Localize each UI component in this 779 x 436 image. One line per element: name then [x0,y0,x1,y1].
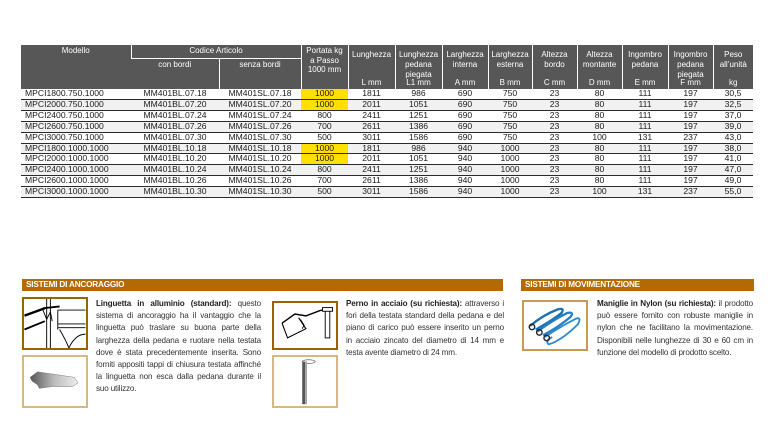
cell-d: 80 [577,176,622,187]
cell-peso: 55,0 [713,187,753,198]
cell-l: 2011 [348,99,395,110]
linguetta-description [96,298,261,396]
specifications-table [21,45,753,198]
cell-modello: MPCI2600.1000.1000 [21,176,131,187]
linguetta-text: questo sistema di ancoraggio ha il vantaggio che la linguetta può traslare su buona parte della larghezza della pedana e ruotare nella testata dove è stata precedentemente inserita. Sono forniti appositi tappi di chiusura testata affinché la linguetta non esca dalla pedana durante il suo utilizzo. [96,299,261,394]
cell-d: 80 [577,99,622,110]
header-peso-label: Peso all’unità [719,50,747,69]
cell-portata: 1000 [301,154,348,165]
cell-f: 197 [668,110,713,121]
cell-c: 23 [532,176,577,187]
header-con-bordi: con bordi [131,59,219,90]
cell-portata: 800 [301,110,348,121]
cell-senza-bordi: MM401SL.10.20 [219,154,301,165]
cell-a: 690 [442,121,488,132]
header-altezza-bordo-label: Altezza bordo [541,50,568,69]
cell-con-bordi: MM401BL.07.18 [131,89,219,99]
cell-con-bordi: MM401BL.10.24 [131,165,219,176]
cell-b: 750 [488,121,532,132]
cell-modello: MPCI2400.1000.1000 [21,165,131,176]
header-peso-unit: kg [729,78,738,88]
cell-e: 111 [622,121,668,132]
cell-con-bordi: MM401BL.07.26 [131,121,219,132]
cell-l: 2411 [348,110,395,121]
cell-senza-bordi: MM401SL.07.24 [219,110,301,121]
cell-e: 111 [622,176,668,187]
cell-peso: 49,0 [713,176,753,187]
cell-l: 2011 [348,154,395,165]
cell-l1: 1386 [395,121,442,132]
cell-c: 23 [532,110,577,121]
cell-f: 197 [668,89,713,99]
cell-con-bordi: MM401BL.07.30 [131,132,219,143]
cell-senza-bordi: MM401SL.07.20 [219,99,301,110]
maniglie-title: Maniglie in Nylon (su richiesta): [597,299,716,308]
cell-e: 131 [622,132,668,143]
cell-f: 197 [668,99,713,110]
header-larghezza-esterna [488,45,532,89]
cell-c: 23 [532,99,577,110]
header-altezza-montante [577,45,622,89]
header-larghezza-esterna-label: Larghezza esterna [491,50,529,69]
cell-peso: 38,0 [713,143,753,154]
perno-title: Perno in acciaio (su richiesta): [346,299,462,308]
header-ingombro [622,45,668,89]
cell-senza-bordi: MM401SL.07.18 [219,89,301,99]
cell-d: 100 [577,187,622,198]
cell-f: 197 [668,165,713,176]
cell-e: 111 [622,99,668,110]
cell-l1: 1251 [395,165,442,176]
header-larghezza-interna-unit: A mm [454,78,476,88]
cell-b: 1000 [488,143,532,154]
header-portata: Portata kg a Passo 1000 mm [301,45,348,89]
cell-c: 23 [532,187,577,198]
cell-senza-bordi: MM401SL.07.26 [219,121,301,132]
cell-a: 940 [442,187,488,198]
header-ingombro-unit: E mm [634,78,656,88]
cell-l1: 986 [395,143,442,154]
cell-portata: 1000 [301,143,348,154]
cell-l: 2611 [348,176,395,187]
header-ingombro-piegata-unit: F mm [680,78,701,88]
linguetta-drawing-icon [24,299,86,348]
steel-pin-icon [274,357,336,406]
cell-c: 23 [532,165,577,176]
cell-f: 197 [668,176,713,187]
cell-l1: 1051 [395,99,442,110]
cell-f: 237 [668,187,713,198]
table-row [21,187,753,198]
cell-e: 131 [622,187,668,198]
linguetta-drawing-image [22,297,88,350]
header-lunghezza [348,45,395,89]
cell-a: 690 [442,99,488,110]
cell-modello: MPCI2600.750.1000 [21,121,131,132]
cell-portata: 800 [301,165,348,176]
header-ingombro-label: Ingombro pedana [628,50,662,69]
cell-peso: 32,5 [713,99,753,110]
cell-con-bordi: MM401BL.10.26 [131,176,219,187]
header-lunghezza-piegata-label: Lunghezza pedana piegata [398,50,439,79]
cell-peso: 37,0 [713,110,753,121]
cell-modello: MPCI3000.1000.1000 [21,187,131,198]
header-codice-articolo: Codice Articolo [131,45,301,59]
cell-con-bordi: MM401BL.10.30 [131,187,219,198]
cell-senza-bordi: MM401SL.10.30 [219,187,301,198]
aluminium-tab-icon [24,357,86,406]
maniglie-description [597,298,753,359]
cell-c: 23 [532,121,577,132]
cell-c: 23 [532,154,577,165]
header-altezza-bordo [532,45,577,89]
cell-a: 940 [442,143,488,154]
linguetta-title: Linguetta in alluminio (standard): [96,299,232,308]
cell-portata: 700 [301,176,348,187]
cell-e: 111 [622,143,668,154]
cell-con-bordi: MM401BL.07.20 [131,99,219,110]
cell-modello: MPCI1800.1000.1000 [21,143,131,154]
header-altezza-montante-unit: D mm [588,78,611,88]
header-ingombro-piegata [668,45,713,89]
cell-peso: 41,0 [713,154,753,165]
steel-pin-drawing-icon [274,303,336,348]
cell-d: 80 [577,89,622,99]
table-row [21,110,753,121]
cell-portata: 500 [301,187,348,198]
maniglie-text: il prodotto può essere fornito con robuste maniglie in nylon che ne facilitano la movimentazione. Disponibili nelle lunghezze di 30 e 60 cm in funzione del modello di prodotto scelto. [597,299,753,357]
header-larghezza-esterna-unit: B mm [499,78,521,88]
cell-e: 111 [622,165,668,176]
table-row [21,121,753,132]
cell-portata: 1000 [301,89,348,99]
perno-drawing-image [272,301,338,350]
header-altezza-montante-label: Altezza montante [582,50,617,69]
cell-e: 111 [622,89,668,99]
header-lunghezza-unit: L mm [361,78,382,88]
cell-e: 111 [622,154,668,165]
cell-senza-bordi: MM401SL.07.30 [219,132,301,143]
cell-l1: 1586 [395,132,442,143]
cell-l1: 1051 [395,154,442,165]
nylon-handles-icon [524,302,586,349]
header-lunghezza-piegata-unit: L1 mm [406,78,431,88]
linguetta-photo-image [22,355,88,408]
table-row [21,99,753,110]
cell-l: 3011 [348,132,395,143]
cell-f: 197 [668,154,713,165]
cell-con-bordi: MM401BL.07.24 [131,110,219,121]
header-ingombro-piegata-label: Ingombro pedana piegata [673,50,708,79]
cell-d: 80 [577,143,622,154]
cell-peso: 47,0 [713,165,753,176]
cell-modello: MPCI2000.1000.1000 [21,154,131,165]
cell-b: 750 [488,132,532,143]
cell-peso: 39,0 [713,121,753,132]
cell-senza-bordi: MM401SL.10.18 [219,143,301,154]
table-row [21,89,753,99]
cell-c: 23 [532,132,577,143]
cell-modello: MPCI2400.750.1000 [21,110,131,121]
section-ancoraggio-title: SISTEMI DI ANCORAGGIO [22,279,503,291]
cell-senza-bordi: MM401SL.10.24 [219,165,301,176]
cell-f: 197 [668,143,713,154]
table-body [21,89,753,198]
cell-b: 750 [488,89,532,99]
cell-modello: MPCI2000.750.1000 [21,99,131,110]
cell-l: 1811 [348,143,395,154]
cell-d: 100 [577,132,622,143]
header-larghezza-interna-label: Larghezza interna [446,50,484,69]
cell-a: 690 [442,132,488,143]
table-row [21,143,753,154]
header-modello: Modello [21,45,131,89]
perno-photo-image [272,355,338,408]
cell-con-bordi: MM401BL.10.18 [131,143,219,154]
cell-l1: 1586 [395,187,442,198]
cell-modello: MPCI3000.750.1000 [21,132,131,143]
cell-con-bordi: MM401BL.10.20 [131,154,219,165]
cell-b: 750 [488,99,532,110]
cell-senza-bordi: MM401SL.10.26 [219,176,301,187]
cell-a: 940 [442,165,488,176]
table-row [21,132,753,143]
cell-b: 1000 [488,165,532,176]
cell-d: 80 [577,110,622,121]
cell-l1: 1386 [395,176,442,187]
cell-d: 80 [577,165,622,176]
header-lunghezza-piegata [395,45,442,89]
header-larghezza-interna [442,45,488,89]
cell-peso: 43,0 [713,132,753,143]
cell-modello: MPCI1800.750.1000 [21,89,131,99]
header-peso [713,45,753,89]
cell-d: 80 [577,121,622,132]
cell-portata: 500 [301,132,348,143]
perno-text: attraverso i fori della testata standard della pedana e del piano di carico può essere inserito un perno in acciaio zincato del diametro di 14 mm e testa avente diametro di 24 mm. [346,299,504,357]
cell-b: 1000 [488,187,532,198]
cell-f: 197 [668,121,713,132]
cell-portata: 1000 [301,99,348,110]
table-row [21,165,753,176]
cell-e: 111 [622,110,668,121]
cell-l: 3011 [348,187,395,198]
cell-a: 940 [442,176,488,187]
cell-c: 23 [532,89,577,99]
cell-f: 237 [668,132,713,143]
cell-d: 80 [577,154,622,165]
cell-l1: 1251 [395,110,442,121]
cell-l: 1811 [348,89,395,99]
cell-a: 690 [442,89,488,99]
cell-l1: 986 [395,89,442,99]
header-altezza-bordo-unit: C mm [543,78,566,88]
cell-a: 690 [442,110,488,121]
cell-a: 940 [442,154,488,165]
cell-peso: 30,5 [713,89,753,99]
cell-c: 23 [532,143,577,154]
cell-b: 1000 [488,154,532,165]
table-row [21,154,753,165]
maniglie-photo-image [522,300,588,351]
section-movimentazione-title: SISTEMI DI MOVIMENTAZIONE [521,279,754,291]
perno-description [346,298,504,359]
cell-b: 750 [488,110,532,121]
cell-l: 2611 [348,121,395,132]
header-lunghezza-label: Lunghezza [351,50,392,60]
header-senza-bordi: senza bordi [219,59,301,90]
table-row [21,176,753,187]
cell-l: 2411 [348,165,395,176]
cell-b: 1000 [488,176,532,187]
cell-portata: 700 [301,121,348,132]
